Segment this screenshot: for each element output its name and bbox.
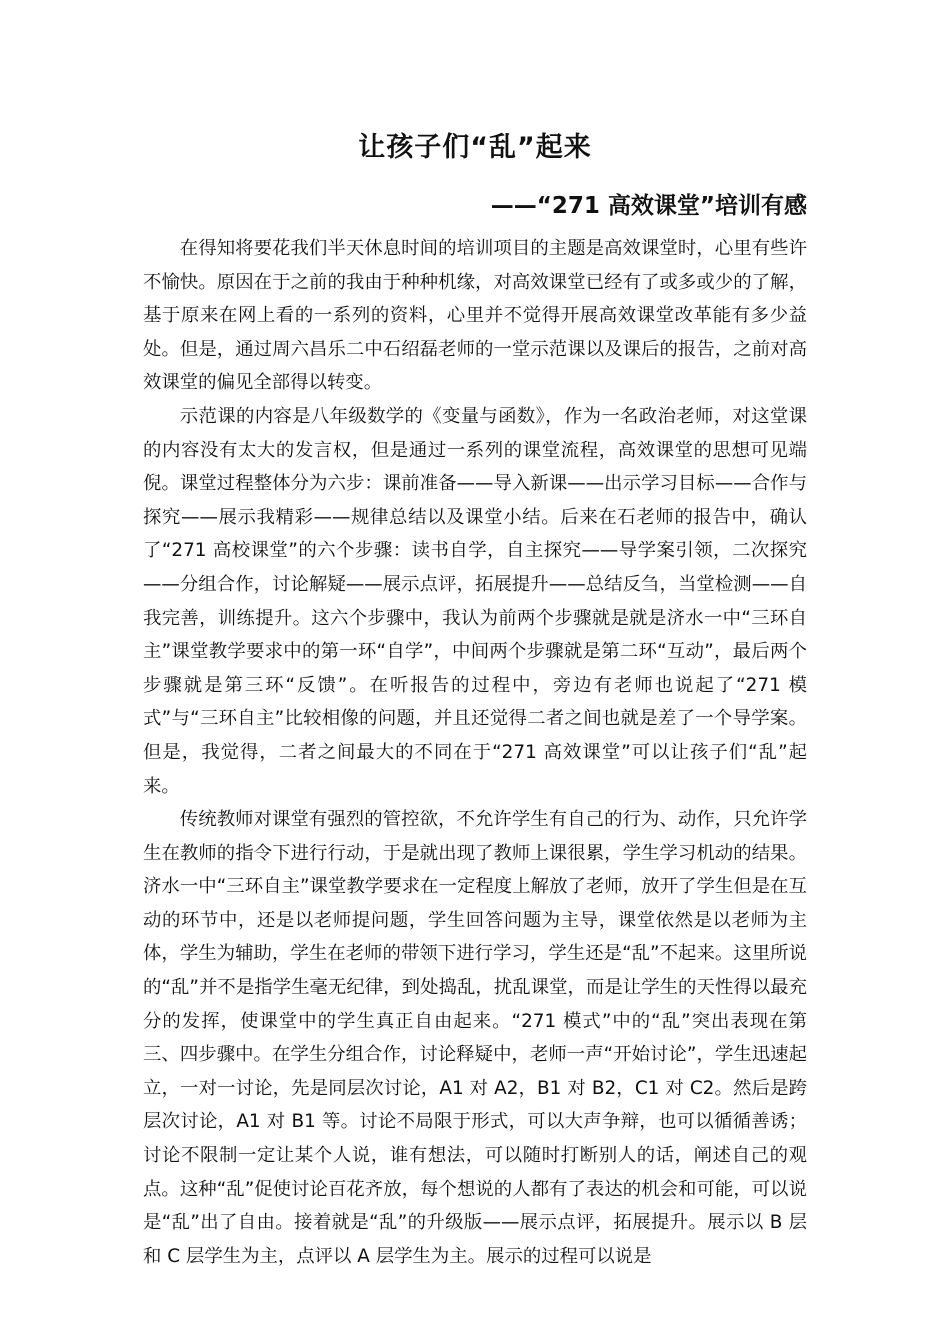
- paragraph: 在得知将要花我们半天休息时间的培训项目的主题是高效课堂时，心里有些许不愉快。原因在于之前的我由于种种机缘，对高效课堂已经有了或多或少的了解，基于原来在网上看的一系列的资料，心里并不觉得开展高效课堂改革能有多少益处。但是，通过周六昌乐二中石绍磊老师的一堂示范课以及课后的报告，之前对高效课堂的偏见全部得以转变。: [143, 238, 807, 394]
- paragraph: 传统教师对课堂有强烈的管控欲，不允许学生有自己的行为、动作，只允许学生在教师的指令下进行行动，于是就出现了教师上课很累，学生学习机动的结果。济水一中“三环自主”课堂教学要求在一定程度上解放了老师，放开了学生但是在互动的环节中，还是以老师提问题，学生回答问题为主导，课堂依然是以老师为主体，学生为辅助，学生在老师的带领下进行学习，学生还是“乱”不起来。这里所说的“乱”并不是指学生毫无纪律，到处捣乱，扰乱课堂，而是让学生的天性得以最充分的发挥，使课堂中的学生真正自由起来。“271 模式”中的“乱”突出表现在第三、四步骤中。在学生分组合作，讨论释疑中，老师一声“开始讨论”，学生迅速起立，一对一讨论，先是同层次讨论，A1 对 A2，B1 对 B2，C1 对 C2。然后是跨层次讨论，A1 对 B1 等。讨论不局限于形式，可以大声争辩，也可以循循善诱；讨论不限制一定让某个人说，谁有想法，可以随时打断别人的话，阐述自己的观点。这种“乱”促使讨论百花齐放，每个想说的人都有了表达的机会和可能，可以说是“乱”出了自由。接着就是“乱”的升级版——展示点评，拓展提升。展示以 B 层和 C 层学生为主，点评以 A 层学生为主。展示的过程可以说是: [143, 809, 807, 1267]
- document-subtitle: ——“271 高效课堂”培训有感: [490, 193, 807, 219]
- document-body: [143, 232, 807, 1273]
- document-title: 让孩子们“乱”起来: [358, 132, 592, 163]
- paragraph: 示范课的内容是八年级数学的《变量与函数》，作为一名政治老师，对这堂课的内容没有太大的发言权，但是通过一系列的课堂流程，高效课堂的思想可见端倪。课堂过程整体分为六步：课前准备——导入新课——出示学习目标——合作与探究——展示我精彩——规律总结以及课堂小结。后来在石老师的报告中，确认了“271 高校课堂”的六个步骤：读书自学，自主探究——导学案引领，二次探究——分组合作，讨论解疑——展示点评，拓展提升——总结反刍，当堂检测——自我完善，训练提升。这六个步骤中，我认为前两个步骤就是就是济水一中“三环自主”课堂教学要求中的第一环“自学”，中间两个步骤就是第二环“互动”，最后两个步骤就是第三环“反馈”。在听报告的过程中，旁边有老师也说起了“271 模式”与“三环自主”比较相像的问题，并且还觉得二者之间也就是差了一个导学案。但是，我觉得，二者之间最大的不同在于“271 高效课堂”可以让孩子们“乱”起来。: [143, 405, 807, 797]
